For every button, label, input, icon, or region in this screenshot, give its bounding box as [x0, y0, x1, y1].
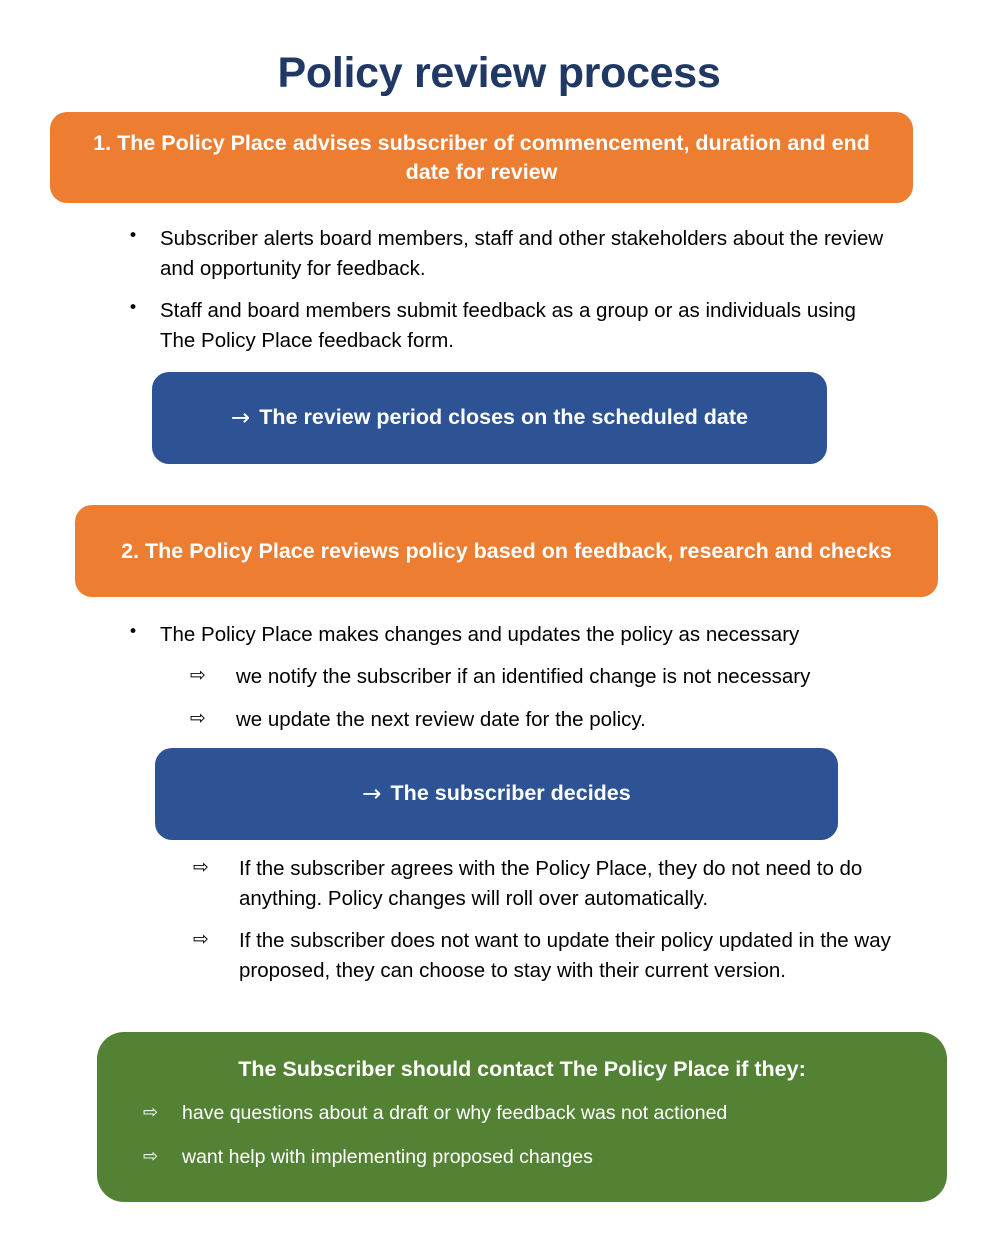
list-item-text: Subscriber alerts board members, staff and other stakeholders about the review and opportunity for feedback. [160, 227, 884, 280]
list-item [128, 224, 888, 283]
step-2-header [75, 505, 938, 597]
list-item-text: If the subscriber agrees with the Policy Place, they do not need to do anything. Policy changes will roll over automatically. [239, 857, 863, 910]
hollow-right-arrow-icon: ⇨ [193, 928, 209, 951]
step-1-header [50, 112, 913, 203]
callout-text-wrapper [231, 404, 748, 432]
list-item [137, 1144, 907, 1171]
list-item [128, 620, 898, 650]
list-item-text: want help with implementing proposed changes [182, 1146, 593, 1169]
list-item-text: have questions about a draft or why feedback was not actioned [182, 1101, 728, 1124]
solid-right-arrow-icon: → [362, 781, 382, 808]
step-1-bullet-list [128, 224, 888, 355]
callout-text-wrapper [362, 780, 630, 808]
contact-box [97, 1032, 947, 1202]
solid-right-arrow-icon: → [231, 405, 251, 432]
step-2-callout [155, 748, 838, 840]
list-item-text: we notify the subscriber if an identified change is not necessary [236, 665, 811, 688]
list-item-text: we update the next review date for the policy. [236, 707, 646, 731]
round-bullet-icon: • [128, 226, 139, 246]
list-item-text: Staff and board members submit feedback as a group or as individuals using The Policy Place feedback form. [160, 299, 856, 352]
round-bullet-icon: • [128, 622, 139, 642]
step-2-post-callout-list [193, 854, 893, 985]
hollow-right-arrow-icon: ⇨ [190, 664, 206, 686]
step-2-bullet-list [128, 620, 898, 650]
step-1-header-label: 1. The Policy Place advises subscriber of commencement, duration and end date for review [93, 131, 870, 184]
list-item [193, 926, 893, 985]
list-item [193, 854, 893, 913]
contact-box-list [137, 1100, 907, 1172]
step-1-callout [152, 372, 827, 464]
step-2-header-label: 2. The Policy Place reviews policy based on feedback, research and checks [121, 538, 892, 563]
list-item [128, 296, 888, 355]
hollow-right-arrow-icon: ⇨ [193, 856, 209, 878]
step-2-sub-bullet-list [190, 662, 890, 734]
round-bullet-icon: • [128, 298, 139, 319]
list-item-text: The Policy Place makes changes and updates the policy as necessary [160, 623, 800, 646]
step-1-callout-label: The review period closes on the scheduled date [259, 405, 748, 430]
step-2-callout-label: The subscriber decides [390, 781, 631, 806]
hollow-right-arrow-icon: ⇨ [190, 706, 206, 729]
page-title: Policy review process [277, 48, 721, 97]
hollow-right-arrow-icon: ⇨ [143, 1101, 159, 1123]
list-item [190, 705, 890, 735]
list-item [190, 662, 890, 692]
list-item [137, 1100, 907, 1127]
hollow-right-arrow-icon: ⇨ [143, 1146, 159, 1168]
list-item-text: If the subscriber does not want to update their policy updated in the way proposed, they can choose to stay with their current version. [239, 929, 891, 982]
contact-box-title: The Subscriber should contact The Policy Place if they: [238, 1057, 806, 1081]
